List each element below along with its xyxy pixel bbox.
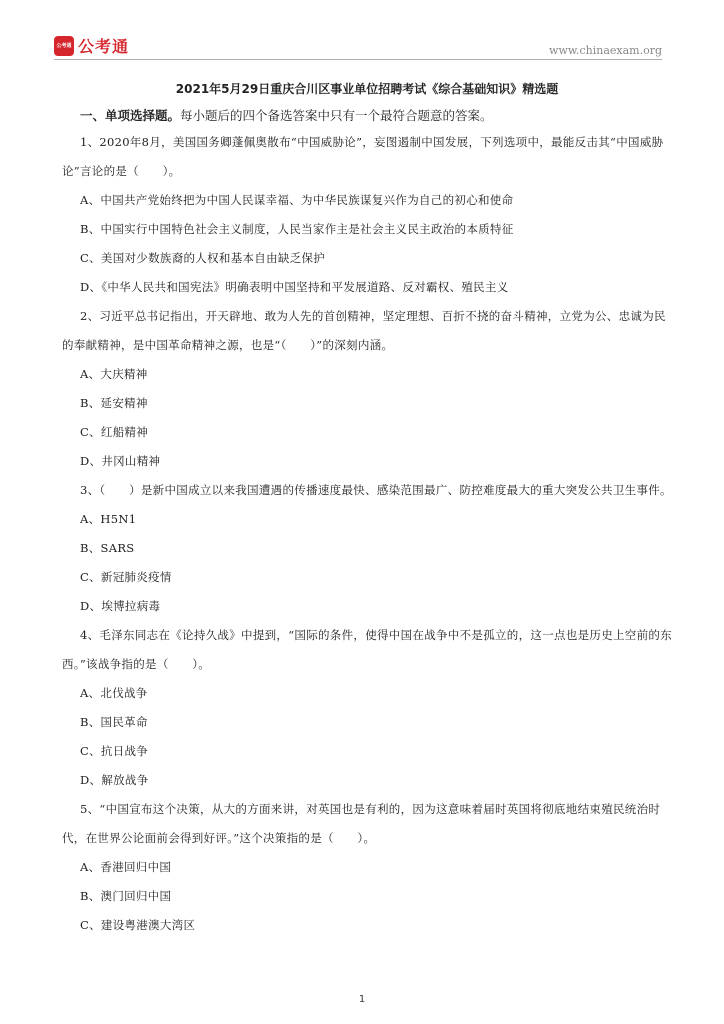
header-divider xyxy=(54,59,662,60)
answer-option: C、美国对少数族裔的人权和基本自由缺乏保护 xyxy=(80,251,326,265)
document-body xyxy=(62,78,672,940)
page-header xyxy=(0,0,724,62)
logo-text: 公考通 xyxy=(78,37,130,56)
page-number: 1 xyxy=(358,994,366,1005)
section-instruction: 每小题后的四个备选答案中只有一个最符合题意的答案。 xyxy=(180,108,493,123)
answer-option: A、香港回归中国 xyxy=(80,860,172,874)
answer-option: C、红船精神 xyxy=(80,425,149,439)
answer-option: C、建设粤港澳大湾区 xyxy=(80,918,196,932)
answer-option: A、北伐战争 xyxy=(80,686,148,700)
question-stem: 5、“中国宣布这个决策，从大的方面来讲，对英国也是有利的，因为这意味着届时英国将彻底地结束殖民统治时代，在世界公论面前会得到好评。”这个决策指的是（ ）。 xyxy=(62,802,661,845)
answer-option: B、国民革命 xyxy=(80,715,148,729)
question-stem: 1、2020年8月，美国国务卿蓬佩奥散布“中国威胁论”，妄图遏制中国发展，下列选项中，最能反击其“中国威胁论”言论的是（ ）。 xyxy=(62,135,664,178)
answer-option: B、中国实行中国特色社会主义制度，人民当家作主是社会主义民主政治的本质特征 xyxy=(80,222,514,236)
site-url[interactable]: www.chinaexam.org xyxy=(549,44,662,57)
answer-option: B、澳门回归中国 xyxy=(80,889,172,903)
answer-option: C、新冠肺炎疫情 xyxy=(80,570,172,584)
document-title: 2021年5月29日重庆合川区事业单位招聘考试《综合基础知识》精选题 xyxy=(175,82,559,96)
question-stem: 3、（ ）是新中国成立以来我国遭遇的传播速度最快、感染范围最广、防控难度最大的重大突发公共卫生事件。 xyxy=(80,483,672,497)
answer-option: D、井冈山精神 xyxy=(80,454,161,468)
answer-option: D、解放战争 xyxy=(80,773,149,787)
answer-option: C、抗日战争 xyxy=(80,744,149,758)
question-stem: 4、毛泽东同志在《论持久战》中提到，“国际的条件，使得中国在战争中不是孤立的，这一点也是历史上空前的东西。”该战争指的是（ ）。 xyxy=(62,628,672,671)
answer-option: D、埃博拉病毒 xyxy=(80,599,161,613)
question-stem: 2、习近平总书记指出，开天辟地、敢为人先的首创精神，坚定理想、百折不挠的奋斗精神，立党为公、忠诚为民的奉献精神，是中国革命精神之源，也是“（ ）”的深刻内涵。 xyxy=(62,309,666,352)
answer-option: A、大庆精神 xyxy=(80,367,148,381)
answer-option: A、中国共产党始终把为中国人民谋幸福、为中华民族谋复兴作为自己的初心和使命 xyxy=(80,193,514,207)
answer-option: D、《中华人民共和国宪法》明确表明中国坚持和平发展道路、反对霸权、殖民主义 xyxy=(80,280,509,294)
answer-option: B、延安精神 xyxy=(80,396,148,410)
answer-option: B、SARS xyxy=(80,541,135,555)
brand-logo[interactable] xyxy=(54,34,129,57)
section-heading xyxy=(80,104,672,128)
logo-badge-icon: 公考通 xyxy=(54,36,74,56)
answer-option: A、H5N1 xyxy=(80,512,137,526)
section-heading-label: 一、单项选择题。 xyxy=(80,108,181,123)
